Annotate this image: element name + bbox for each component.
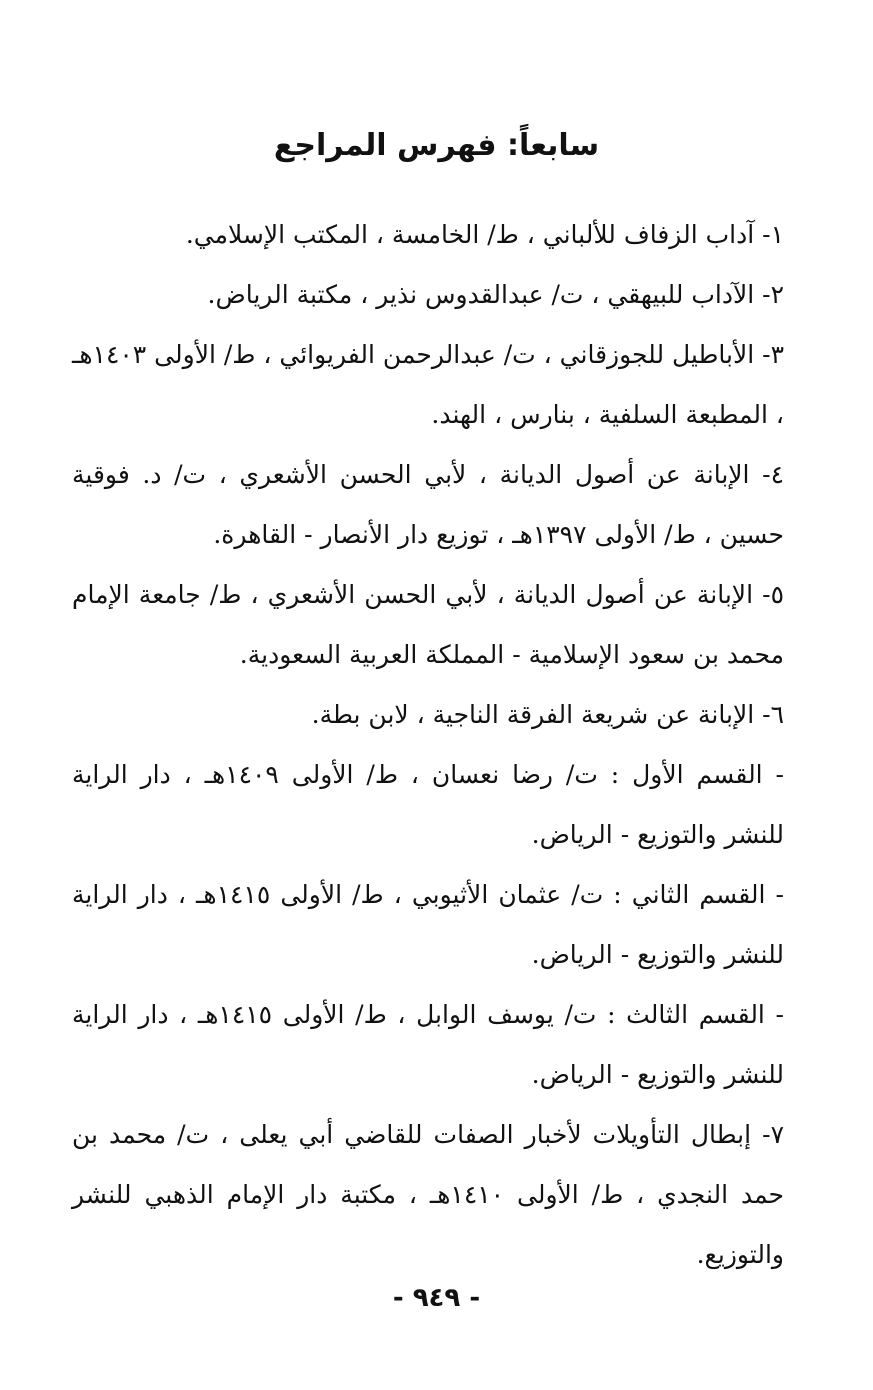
reference-subentry-part-3: - القسم الثالث : ت/ يوسف الوابل ، ط/ الأولى ١٤١٥هـ ، دار الراية للنشر والتوزيع - الرياض.	[72, 1000, 784, 1089]
reference-subentry-part-1: - القسم الأول : ت/ رضا نعسان ، ط/ الأولى ١٤٠٩هـ ، دار الراية للنشر والتوزيع - الرياض.	[72, 760, 784, 849]
reference-entry-6: ٦- الإبانة عن شريعة الفرقة الناجية ، لابن بطة.	[311, 700, 784, 729]
page-number: - ٩٤٩ -	[392, 1283, 481, 1313]
reference-subentry-part-2: - القسم الثاني : ت/ عثمان الأثيوبي ، ط/ الأولى ١٤١٥هـ ، دار الراية للنشر والتوزيع - الرياض.	[72, 880, 784, 969]
reference-entry-2: ٢- الآداب للبيهقي ، ت/ عبدالقدوس نذير ، مكتبة الرياض.	[207, 280, 784, 309]
reference-entry-4: ٤- الإبانة عن أصول الديانة ، لأبي الحسن الأشعري ، ت/ د. فوقية حسين ، ط/ الأولى ١٣٩٧هـ ، توزيع دار الأنصار - القاهرة.	[72, 460, 784, 549]
reference-entry-5: ٥- الإبانة عن أصول الديانة ، لأبي الحسن الأشعري ، ط/ جامعة الإمام محمد بن سعود الإسلامية - المملكة العربية السعودية.	[72, 580, 784, 669]
reference-entry-7: ٧- إبطال التأويلات لأخبار الصفات للقاضي أبي يعلى ، ت/ محمد بن حمد النجدي ، ط/ الأولى ١٤١٠هـ ، مكتبة دار الإمام الذهبي للنشر والتوزيع.	[72, 1120, 784, 1269]
page-title: سابعاً: فهرس المراجع	[273, 128, 600, 163]
reference-entry-3: ٣- الأباطيل للجوزقاني ، ت/ عبدالرحمن الفريوائي ، ط/ الأولى ١٤٠٣هـ ، المطبعة السلفية ، بنارس ، الهند.	[72, 340, 784, 429]
references-list	[72, 205, 784, 1285]
reference-entry-1: ١- آداب الزفاف للألباني ، ط/ الخامسة ، المكتب الإسلامي.	[185, 220, 784, 249]
